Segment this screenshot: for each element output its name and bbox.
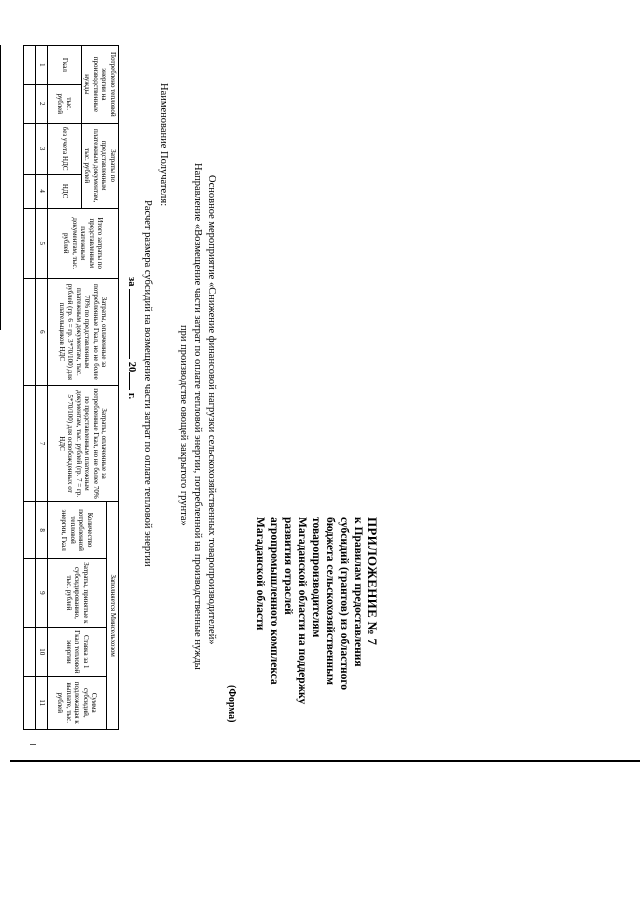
header-total: Итого затраты по представленным платежным документам, тыс. рублей [48, 208, 119, 278]
col-num: 8 [36, 502, 48, 559]
measure-title: Основное мероприятие «Снижение финансовой нагрузки сельскохозяйственных товаропроизводителей» [206, 175, 217, 645]
criteria-header-fact [0, 240, 1, 330]
header-paid70: Затраты, оплаченные за потребленные Гкал, но не более 70% по представленным платежным документам, тыс. рублей (гр. 6 = гр. 3*70/100) для плательщиков НДС [48, 278, 119, 385]
col-num: 2 [36, 84, 48, 123]
header-consumed: Потреблено тепловой энергии на производственные нужды [82, 46, 119, 124]
period-line: за 20 г. [126, 277, 137, 400]
col-num: 11 [36, 676, 48, 729]
direction-line-1: Направление «Возмещение части затрат по оплате тепловой энергии, потребленной на производственные нужды [192, 163, 203, 670]
calc-title: Расчет размера субсидий на возмещение части затрат по оплате тепловой энергии [142, 200, 153, 567]
annex-block [253, 517, 379, 704]
scan-border-line [10, 760, 640, 762]
header-accepted: Затраты, принятые к субсидированию, тыс. рублей [48, 558, 107, 627]
col-num: 1 [36, 46, 48, 85]
annex-line: Магаданской области на поддержку [296, 517, 308, 705]
empty-data-row [24, 46, 36, 730]
header-trub: тыс. рублей [48, 84, 82, 123]
header-paid70-exempt: Затраты, оплаченные за потребленные Гкал, но не более 70% по представленным платежным документам, тыс. рублей (гр. 7 = гр. 5*70/100) для освобожденных от НДС [48, 385, 119, 502]
header-gcal: Гкал [48, 46, 82, 85]
col-num: 4 [36, 174, 48, 208]
annex-line: субсидий (грантов) из областного [338, 517, 350, 691]
header-novat: без учета НДС [48, 123, 82, 174]
recipient-label: Наименование Получателя: [158, 83, 169, 207]
forma-label: (Форма) [226, 685, 237, 723]
annex-line: товаропроизводителям [310, 517, 322, 638]
header-rate: Ставка за 1 Гкал тепловой энергии [48, 627, 107, 676]
annex-line: агропромышленного комплекса [268, 517, 280, 685]
direction-line-2: при производстве овощей закрытого грунта» [178, 325, 189, 526]
rotated-form-page [0, 25, 385, 745]
col-num: 7 [36, 385, 48, 502]
criteria-header-name [0, 46, 1, 161]
col-num: 5 [36, 208, 48, 278]
criteria-table [0, 45, 1, 330]
col-num: 10 [36, 627, 48, 676]
header-costs-docs: Затраты по представленным платежным документам, тыс. рублей [82, 123, 119, 208]
col-num: 3 [36, 123, 48, 174]
column-number-row [36, 46, 48, 730]
header-vat: НДС [48, 174, 82, 208]
calculation-table [24, 45, 120, 730]
annex-line: Магаданской области [254, 517, 266, 631]
header-subsidy: Сумма субсидий, подлежащая к выплате, тыс. рублей [48, 676, 107, 729]
criteria-header-criterion [0, 160, 1, 240]
annex-line: бюджета сельскохозяйственным [324, 517, 336, 685]
header-qty: Количество потребленной тепловой энергии, Гкал [48, 502, 107, 559]
col-num: 9 [36, 558, 48, 627]
annex-line: к Правилам предоставления [352, 517, 364, 667]
col-num: 6 [36, 278, 48, 385]
header-ministry: Заполняется Минсельхозом [107, 502, 119, 730]
annex-title: ПРИЛОЖЕНИЕ № 7 [365, 517, 380, 646]
annex-line: развития отраслей [282, 517, 294, 615]
